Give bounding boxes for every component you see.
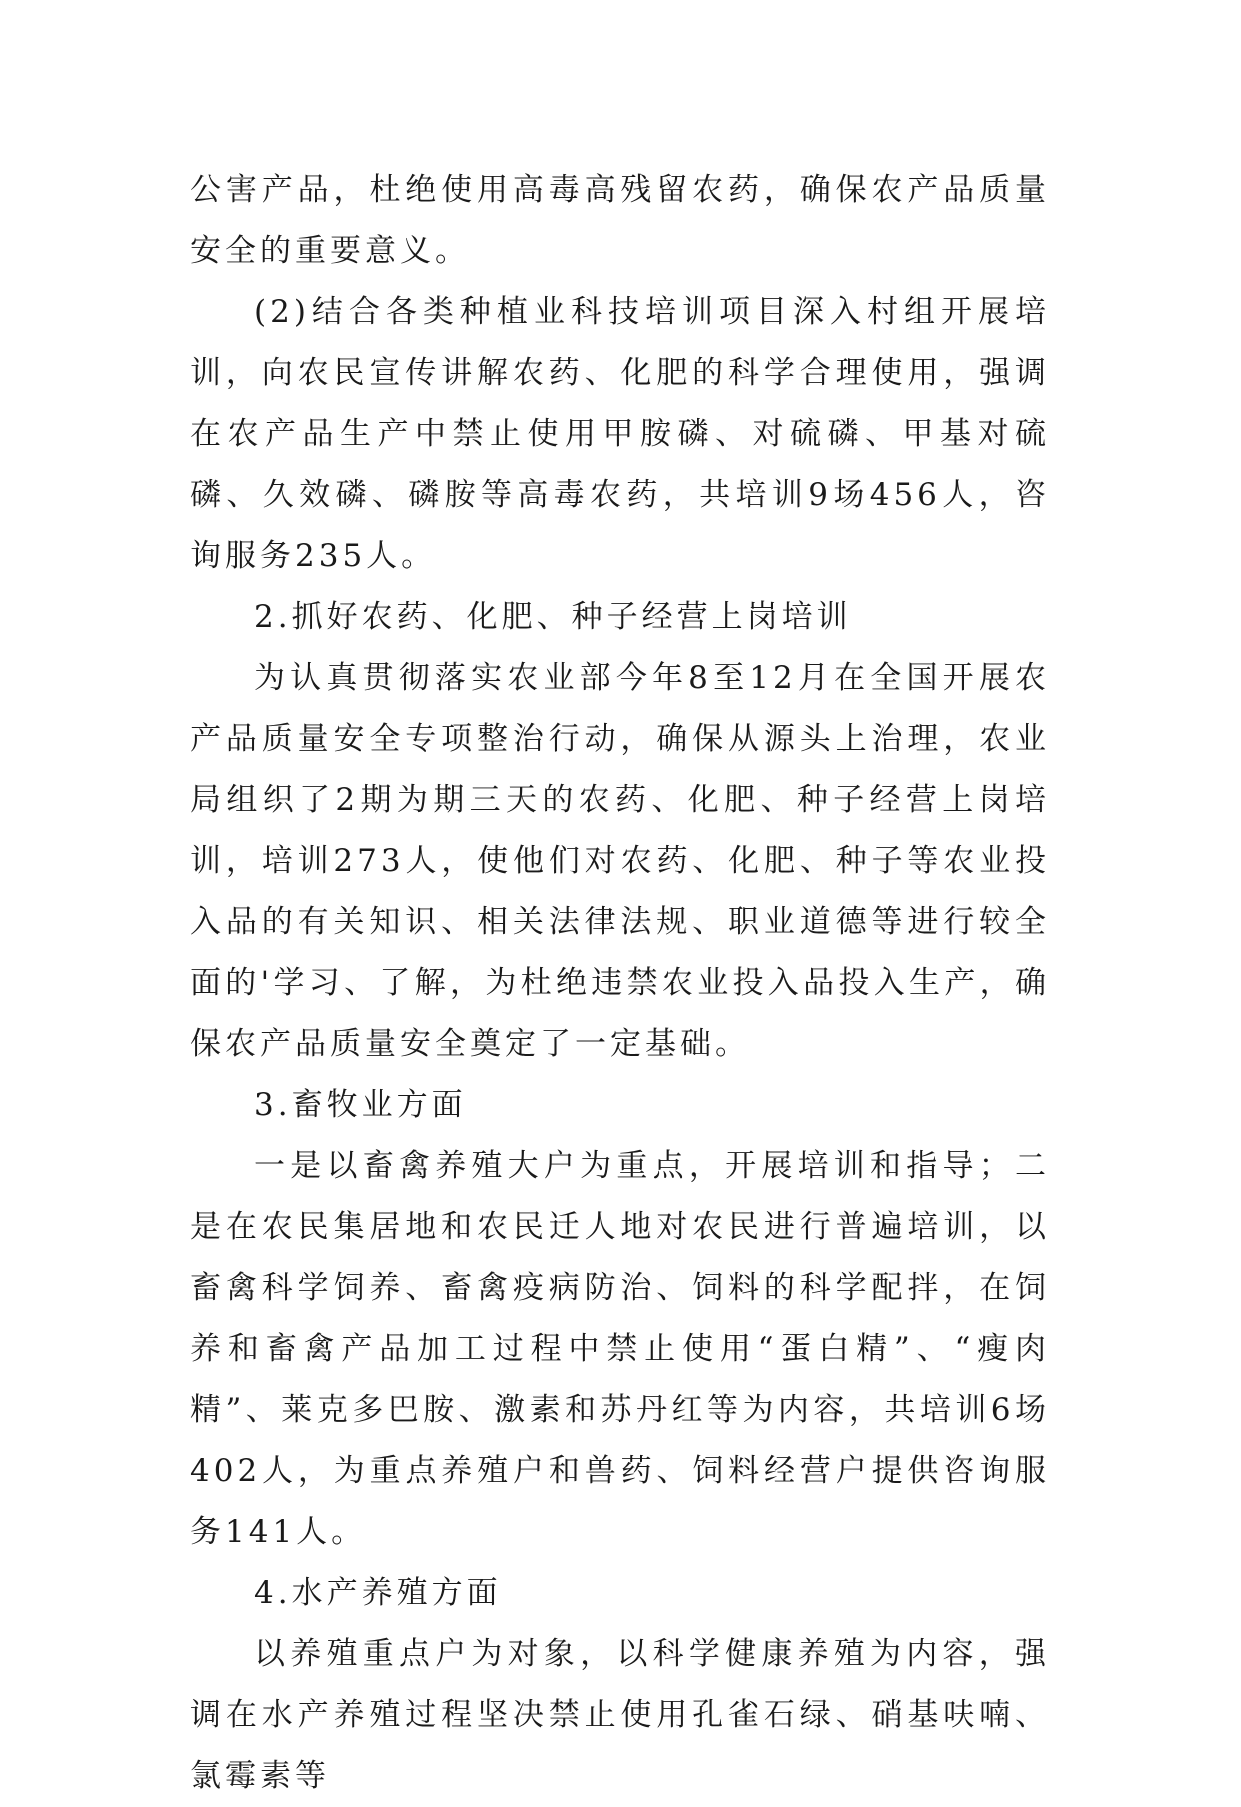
section-heading-4: 4.水产养殖方面 — [254, 1575, 502, 1611]
paragraph-1: 公害产品，杜绝使用高毒高残留农药，确保农产品质量安全的重要意义。 — [190, 172, 1050, 269]
document-page — [190, 160, 1050, 1807]
section-heading-2: 2.抓好农药、化肥、种子经营上岗培训 — [254, 599, 852, 635]
paragraph-5: 以养殖重点户为对象，以科学健康养殖为内容，强调在水产养殖过程坚决禁止使用孔雀石绿、硝基呋喃、氯霉素等 — [190, 1636, 1050, 1794]
paragraph-3: 为认真贯彻落实农业部今年8至12月在全国开展农产品质量安全专项整治行动，确保从源头上治理，农业局组织了2期为期三天的农药、化肥、种子经营上岗培训，培训273人，使他们对农药、化肥、种子等农业投入品的有关知识、相关法律法规、职业道德等进行较全面的'学习、了解，为杜绝违禁农业投入品投入生产，确保农产品质量安全奠定了一定基础。 — [190, 660, 1050, 1062]
section-heading-3: 3.畜牧业方面 — [254, 1087, 467, 1123]
paragraph-2: (2)结合各类种植业科技培训项目深入村组开展培训，向农民宣传讲解农药、化肥的科学合理使用，强调在农产品生产中禁止使用甲胺磷、对硫磷、甲基对硫磷、久效磷、磷胺等高毒农药，共培训9场456人，咨询服务235人。 — [190, 294, 1050, 574]
paragraph-4: 一是以畜禽养殖大户为重点，开展培训和指导；二是在农民集居地和农民迁人地对农民进行普遍培训，以畜禽科学饲养、畜禽疫病防治、饲料的科学配拌，在饲养和畜禽产品加工过程中禁止使用“蛋白精”、“瘦肉精”、莱克多巴胺、激素和苏丹红等为内容，共培训6场402人，为重点养殖户和兽药、饲料经营户提供咨询服务141人。 — [190, 1148, 1050, 1550]
